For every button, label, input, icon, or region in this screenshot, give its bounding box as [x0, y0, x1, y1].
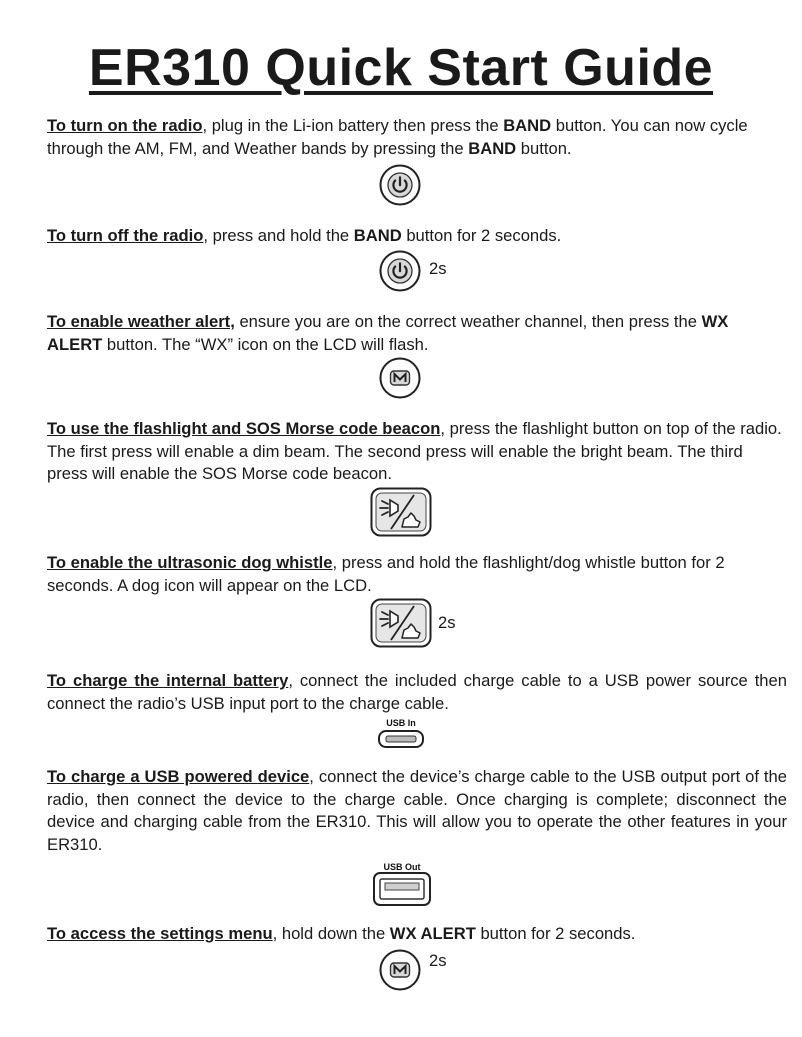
section-heading: To turn on the radio — [47, 116, 203, 135]
section-heading: To charge a USB powered device — [47, 767, 310, 786]
section-flashlight: To use the flashlight and SOS Morse code beacon, press the flashlight button on top of the radio. The first press will enable a dim beam. The second press will enable the bright beam. The third press will enable the SOS Morse code beacon. — [47, 419, 782, 483]
flashlight-dog-button-icon — [370, 487, 432, 537]
section-dog-whistle: To enable the ultrasonic dog whistle, press and hold the flashlight/dog whistle button for 2 seconds. A dog icon will appear on the LCD. — [47, 553, 725, 595]
section-heading: To enable the ultrasonic dog whistle — [47, 553, 333, 572]
section-heading: To access the settings menu — [47, 924, 273, 943]
m-button-icon — [378, 356, 422, 400]
usb-in-label: USB In — [386, 718, 416, 728]
section-weather-alert: To enable weather alert, ensure you are on the correct weather channel, then press the WX ALERT button. The “WX” icon on the LCD will flash. — [47, 312, 729, 354]
section-charge-battery: To charge the internal battery, connect the included charge cable to a USB power source then connect the radio’s USB input port to the charge cable. — [47, 671, 787, 713]
page-title: ER310 Quick Start Guide — [88, 39, 714, 97]
power-button-icon — [378, 249, 422, 293]
section-heading: To charge the internal battery — [47, 671, 289, 690]
section-heading: To turn off the radio — [47, 226, 204, 245]
power-button-icon — [378, 163, 422, 207]
section-charge-device: To charge a USB powered device, connect the device’s charge cable to the USB output port of the radio, then connect the device to the charge cable. Once charging is complete; disconnect the device and charging cable from the ER310. This will allow you to operate the other features in your ER310. — [47, 767, 787, 854]
section-turn-on: To turn on the radio, plug in the Li-ion battery then press the BAND button. You can now cycle through the AM, FM, and Weather bands by pressing the BAND button. — [47, 116, 748, 158]
hold-duration: 2s — [429, 951, 447, 970]
hold-duration: 2s — [429, 259, 447, 278]
usb-in-port-icon — [376, 717, 426, 751]
usb-out-port-icon — [372, 861, 432, 907]
usb-out-label: USB Out — [383, 862, 421, 872]
section-settings-menu: To access the settings menu, hold down the WX ALERT button for 2 seconds. — [47, 924, 636, 943]
hold-duration: 2s — [438, 613, 456, 632]
section-heading: To enable weather alert, — [47, 312, 235, 331]
m-button-icon — [378, 948, 422, 992]
section-turn-off: To turn off the radio, press and hold the BAND button for 2 seconds. — [47, 226, 562, 245]
flashlight-dog-button-icon — [370, 598, 432, 648]
section-heading: To use the flashlight and SOS Morse code beacon — [47, 419, 441, 438]
